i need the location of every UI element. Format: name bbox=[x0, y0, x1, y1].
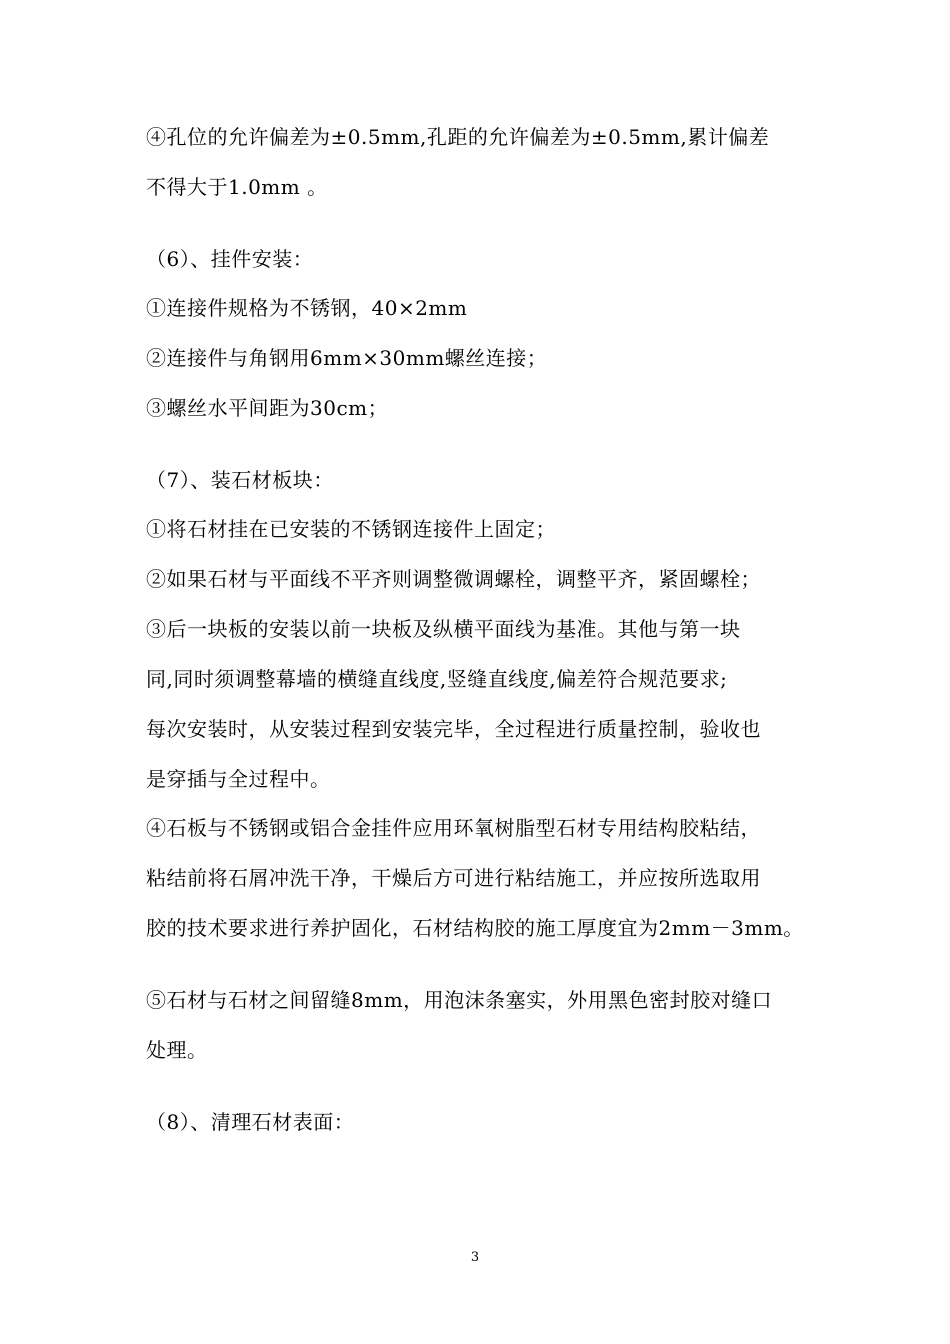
list-item: ②连接件与角钢用6mm×30mm螺丝连接； bbox=[146, 346, 548, 370]
paragraph-line: 粘结前将石屑冲洗干净，干燥后方可进行粘结施工，并应按所选取用 bbox=[146, 866, 761, 890]
paragraph-line: 不得大于1.0mm 。 bbox=[146, 175, 328, 199]
list-item: ③后一块板的安装以前一块板及纵横平面线为基准。其他与第一块 bbox=[146, 617, 741, 641]
paragraph-line: 处理。 bbox=[146, 1038, 208, 1062]
list-item: ②如果石材与平面线不平齐则调整微调螺栓，调整平齐，紧固螺栓； bbox=[146, 567, 761, 591]
list-item: ①将石材挂在已安装的不锈钢连接件上固定； bbox=[146, 517, 556, 541]
paragraph-line: ④孔位的允许偏差为±0.5mm,孔距的允许偏差为±0.5mm,累计偏差 bbox=[146, 125, 770, 149]
paragraph-line: 同,同时须调整幕墙的横缝直线度,竖缝直线度,偏差符合规范要求; bbox=[146, 667, 728, 691]
list-item: ①连接件规格为不锈钢，40×2mm bbox=[146, 296, 468, 320]
section-heading: （6）、挂件安装： bbox=[146, 247, 314, 271]
page-number: 3 bbox=[470, 1250, 480, 1265]
list-item: ⑤石材与石材之间留缝8mm，用泡沫条塞实，外用黑色密封胶对缝口 bbox=[146, 988, 773, 1012]
paragraph-line: 胶的技术要求进行养护固化，石材结构胶的施工厚度宜为2mm－3mm。 bbox=[146, 916, 804, 940]
list-item: ④石板与不锈钢或铝合金挂件应用环氧树脂型石材专用结构胶粘结， bbox=[146, 816, 761, 840]
section-heading: （8）、清理石材表面： bbox=[146, 1110, 355, 1134]
paragraph-line: 每次安装时，从安装过程到安装完毕，全过程进行质量控制，验收也 bbox=[146, 717, 761, 741]
section-heading: （7）、装石材板块： bbox=[146, 468, 334, 492]
paragraph-line: 是穿插与全过程中。 bbox=[146, 767, 331, 791]
list-item: ③螺丝水平间距为30cm； bbox=[146, 396, 389, 420]
